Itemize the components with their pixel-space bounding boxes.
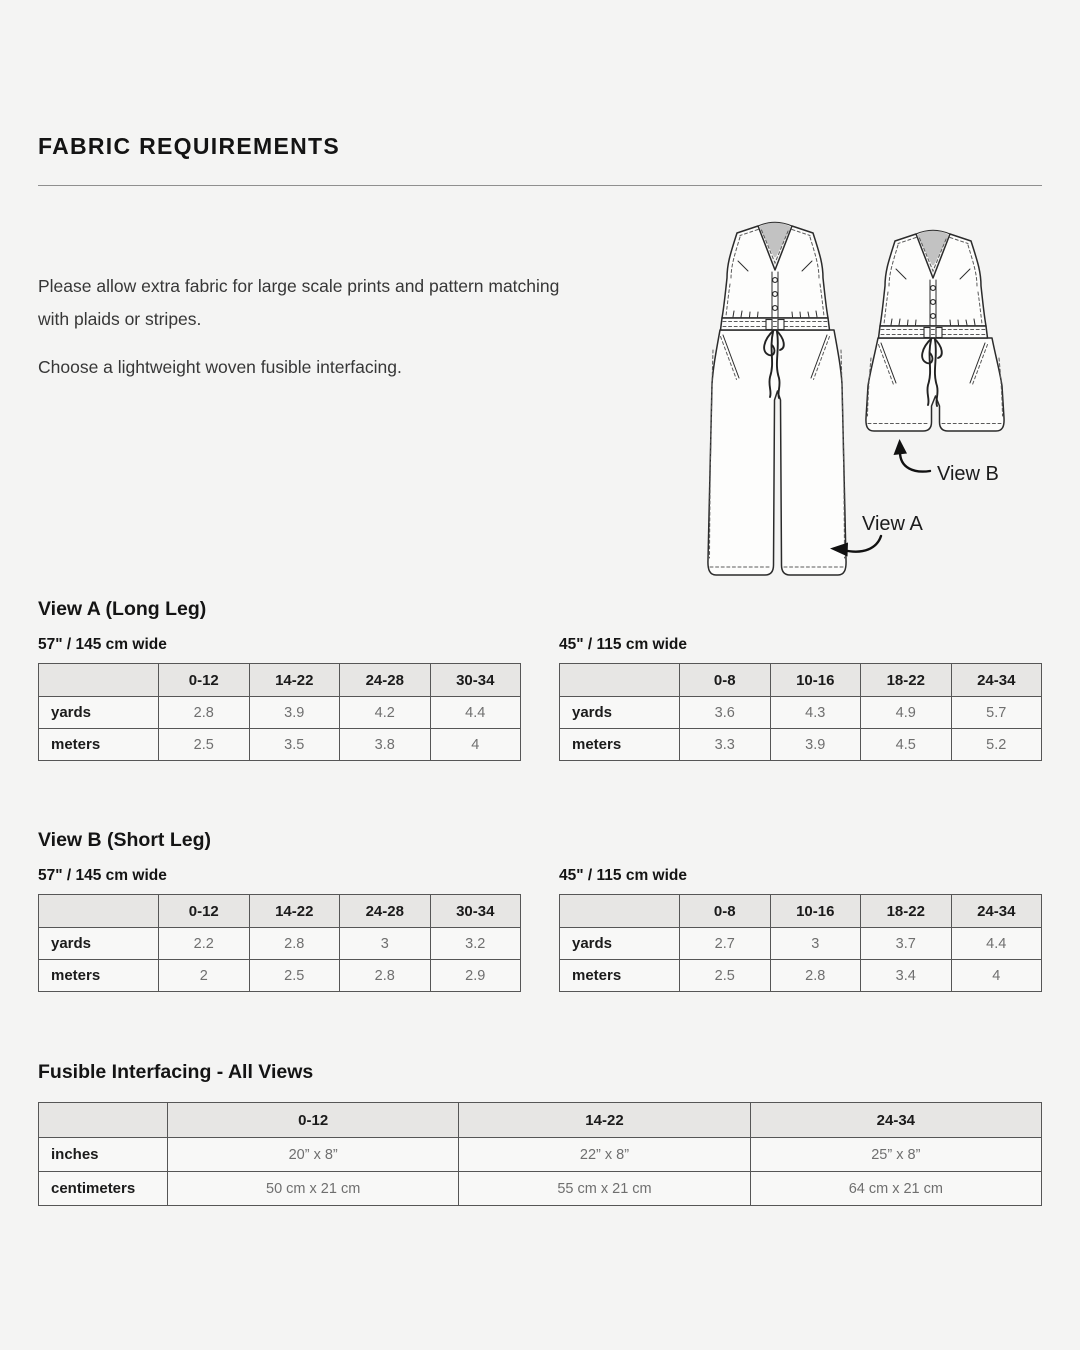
value-cell: 4.3 [770,697,861,729]
value-cell: 2.5 [680,960,771,992]
table-row [39,1138,1042,1172]
size-column-header: 18-22 [861,895,952,928]
unit-row-label: yards [39,697,159,729]
table-row [560,960,1042,992]
value-cell: 3.4 [861,960,952,992]
intro-text [38,270,698,384]
header-row [39,895,521,928]
value-cell: 20” x 8” [168,1138,459,1172]
value-cell: 4 [430,729,521,761]
table-row [39,928,521,960]
value-cell: 3.3 [680,729,771,761]
value-cell: 3.6 [680,697,771,729]
view-b-label: View B [937,463,999,485]
section-heading-view-a: View A (Long Leg) [38,598,207,620]
view-b-callout [894,439,999,485]
value-cell: 5.7 [951,697,1042,729]
value-cell: 2.2 [159,928,250,960]
value-cell: 5.2 [951,729,1042,761]
intro-paragraph-2 [38,351,698,384]
page-title: FABRIC REQUIREMENTS [38,133,340,159]
value-cell: 2.8 [770,960,861,992]
value-cell: 3.9 [249,697,340,729]
corner-cell [560,895,680,928]
size-column-header: 0-12 [159,664,250,697]
value-cell: 3.5 [249,729,340,761]
yardage-table-view-b-57 [38,894,521,992]
value-cell: 3.7 [861,928,952,960]
header-row [560,895,1042,928]
value-cell: 50 cm x 21 cm [168,1172,459,1206]
title-divider [38,185,1042,186]
view-a-label: View A [862,513,923,535]
unit-row-label: yards [39,928,159,960]
value-cell: 4.4 [430,697,521,729]
header-row [39,664,521,697]
section-view-b [38,829,1042,992]
unit-row-label: yards [560,928,680,960]
fabric-width-subtitle: 45" / 115 cm wide [559,867,687,884]
fabric-width-subtitle: 45" / 115 cm wide [559,636,687,653]
corner-cell [39,895,159,928]
table-row [39,729,521,761]
value-cell: 3 [340,928,431,960]
size-column-header: 18-22 [861,664,952,697]
size-column-header: 24-34 [951,664,1042,697]
view-a-57in-block [38,636,521,761]
value-cell: 3.8 [340,729,431,761]
corner-cell [560,664,680,697]
unit-row-label: inches [39,1138,168,1172]
value-cell: 4.5 [861,729,952,761]
table-row [39,1172,1042,1206]
table-row [39,697,521,729]
size-column-header: 10-16 [770,895,861,928]
value-cell: 2.5 [249,960,340,992]
section-interfacing [38,1061,1042,1206]
view-a-tables [38,636,1042,761]
view-b-45in-block [559,867,1042,992]
size-table [38,663,521,761]
interfacing-table [38,1102,1042,1206]
size-column-header: 0-12 [159,895,250,928]
value-cell: 3 [770,928,861,960]
unit-row-label: meters [560,729,680,761]
unit-row-label: meters [560,960,680,992]
value-cell: 4.9 [861,697,952,729]
intro-line-3: Choose a lightweight woven fusible interfacing. [38,357,402,377]
value-cell: 2.8 [340,960,431,992]
size-table [38,894,521,992]
value-cell: 25” x 8” [750,1138,1041,1172]
value-cell: 2.7 [680,928,771,960]
fabric-width-subtitle: 57" / 145 cm wide [38,636,167,653]
table-row [560,697,1042,729]
value-cell: 2.9 [430,960,521,992]
header-row [560,664,1042,697]
unit-row-label: meters [39,729,159,761]
value-cell: 4 [951,960,1042,992]
value-cell: 2 [159,960,250,992]
size-column-header: 24-28 [340,664,431,697]
size-table [559,663,1042,761]
unit-row-label: centimeters [39,1172,168,1206]
fabric-width-subtitle: 57" / 145 cm wide [38,867,167,884]
table-row [39,960,521,992]
size-column-header: 30-34 [430,664,521,697]
yardage-table-view-b-45 [559,894,1042,992]
intro-line-1: Please allow extra fabric for large scale prints and pattern matching [38,276,560,296]
size-column-header: 14-22 [249,895,340,928]
size-column-header: 10-16 [770,664,861,697]
size-column-header: 24-28 [340,895,431,928]
size-column-header: 30-34 [430,895,521,928]
unit-row-label: yards [560,697,680,729]
value-cell: 2.8 [159,697,250,729]
value-cell: 4.4 [951,928,1042,960]
size-column-header: 14-22 [459,1103,750,1138]
value-cell: 64 cm x 21 cm [750,1172,1041,1206]
size-column-header: 14-22 [249,664,340,697]
garment-illustration [680,200,1050,600]
view-b-tables [38,867,1042,992]
table-row [560,928,1042,960]
view-b-57in-block [38,867,521,992]
header-row [39,1103,1042,1138]
size-table [38,1102,1042,1206]
value-cell: 2.5 [159,729,250,761]
value-cell: 4.2 [340,697,431,729]
value-cell: 22” x 8” [459,1138,750,1172]
table-row [560,729,1042,761]
value-cell: 55 cm x 21 cm [459,1172,750,1206]
size-column-header: 24-34 [750,1103,1041,1138]
romper-view-b-illustration [866,230,1004,431]
section-view-a [38,598,1042,761]
size-column-header: 24-34 [951,895,1042,928]
unit-row-label: meters [39,960,159,992]
bodice-illustration [721,222,830,330]
yardage-table-view-a-57 [38,663,521,761]
yardage-table-view-a-45 [559,663,1042,761]
value-cell: 2.8 [249,928,340,960]
size-column-header: 0-8 [680,664,771,697]
intro-paragraph-1 [38,270,698,336]
view-a-45in-block [559,636,1042,761]
corner-cell [39,664,159,697]
size-column-header: 0-8 [680,895,771,928]
section-heading-interfacing: Fusible Interfacing - All Views [38,1061,314,1083]
corner-cell [39,1103,168,1138]
size-table [559,894,1042,992]
value-cell: 3.2 [430,928,521,960]
intro-line-2: with plaids or stripes. [38,309,202,329]
section-heading-view-b: View B (Short Leg) [38,829,211,851]
size-column-header: 0-12 [168,1103,459,1138]
value-cell: 3.9 [770,729,861,761]
